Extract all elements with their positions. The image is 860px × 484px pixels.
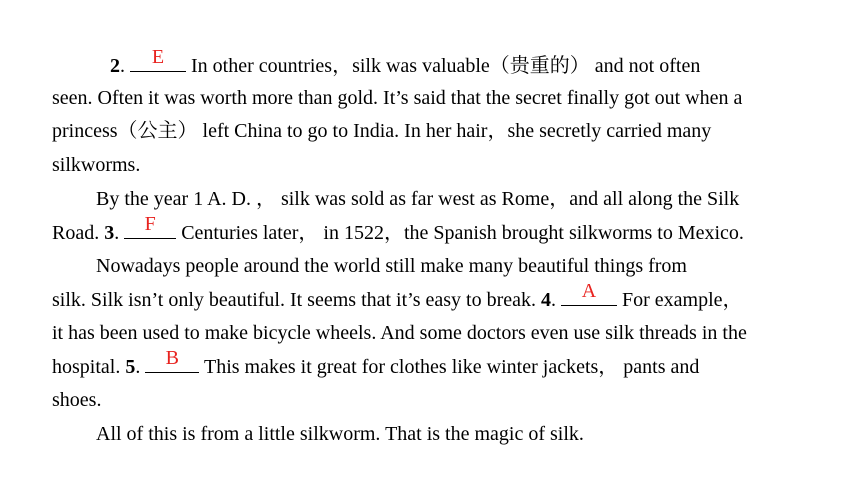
passage-line-12: All of this is from a little silkworm. That is the magic of silk. xyxy=(96,423,584,445)
passage-line-2: seen. Often it was worth more than gold. It’s said that the secret finally got out when a xyxy=(52,87,743,109)
passage-line-11: shoes. xyxy=(52,389,102,411)
line-6-text: Centuries later， in 1522，the Spanish brought silkworms to Mexico. xyxy=(181,222,744,244)
answer-4: A xyxy=(581,280,597,302)
passage-line-9: it has been used to make bicycle wheels. And some doctors even use silk threads in the xyxy=(52,322,747,344)
answer-blank-5[interactable] xyxy=(145,347,199,373)
question-number-4: 4 xyxy=(541,289,552,311)
passage-line-3: princess（公主） left China to go to India. In her hair，she secretly carried many xyxy=(52,120,712,142)
line-1-text: In other countries，silk was valuable（贵重的） and not often xyxy=(191,55,701,77)
line-10-text: This makes it great for clothes like winter jackets， pants and xyxy=(203,356,700,378)
answer-blank-3[interactable] xyxy=(124,213,176,239)
passage-line-1: 2. E In other countries，silk was valuable（贵重的） and not often xyxy=(110,46,701,77)
passage-line-5: By the year 1 A. D. ， silk was sold as far west as Rome，and all along the Silk xyxy=(96,188,740,210)
line-6-prefix: Road. xyxy=(52,222,100,244)
passage-line-10: hospital. 5. B This makes it great for clothes like winter jackets， pants and xyxy=(52,347,700,378)
passage-line-8: silk. Silk isn’t only beautiful. It seems that it’s easy to break. 4. A For example， xyxy=(52,280,743,311)
answer-blank-2[interactable] xyxy=(130,46,186,72)
passage-line-4: silkworms. xyxy=(52,154,141,176)
answer-5: B xyxy=(165,347,180,369)
line-10-prefix: hospital. xyxy=(52,356,121,378)
answer-3: F xyxy=(144,213,156,235)
answer-blank-4[interactable] xyxy=(561,280,617,306)
question-number-2: 2 xyxy=(110,55,120,77)
question-number-3: 3 xyxy=(104,222,115,244)
passage-line-7: Nowadays people around the world still make many beautiful things from xyxy=(96,255,687,277)
answer-2: E xyxy=(151,46,165,68)
question-number-5: 5 xyxy=(125,356,136,378)
passage-line-6: Road. 3. F Centuries later， in 1522，the Spanish brought silkworms to Mexico. xyxy=(52,213,744,244)
line-8-text: For example， xyxy=(622,289,743,311)
line-8-prefix: silk. Silk isn’t only beautiful. It seems that it’s easy to break. xyxy=(52,289,537,311)
